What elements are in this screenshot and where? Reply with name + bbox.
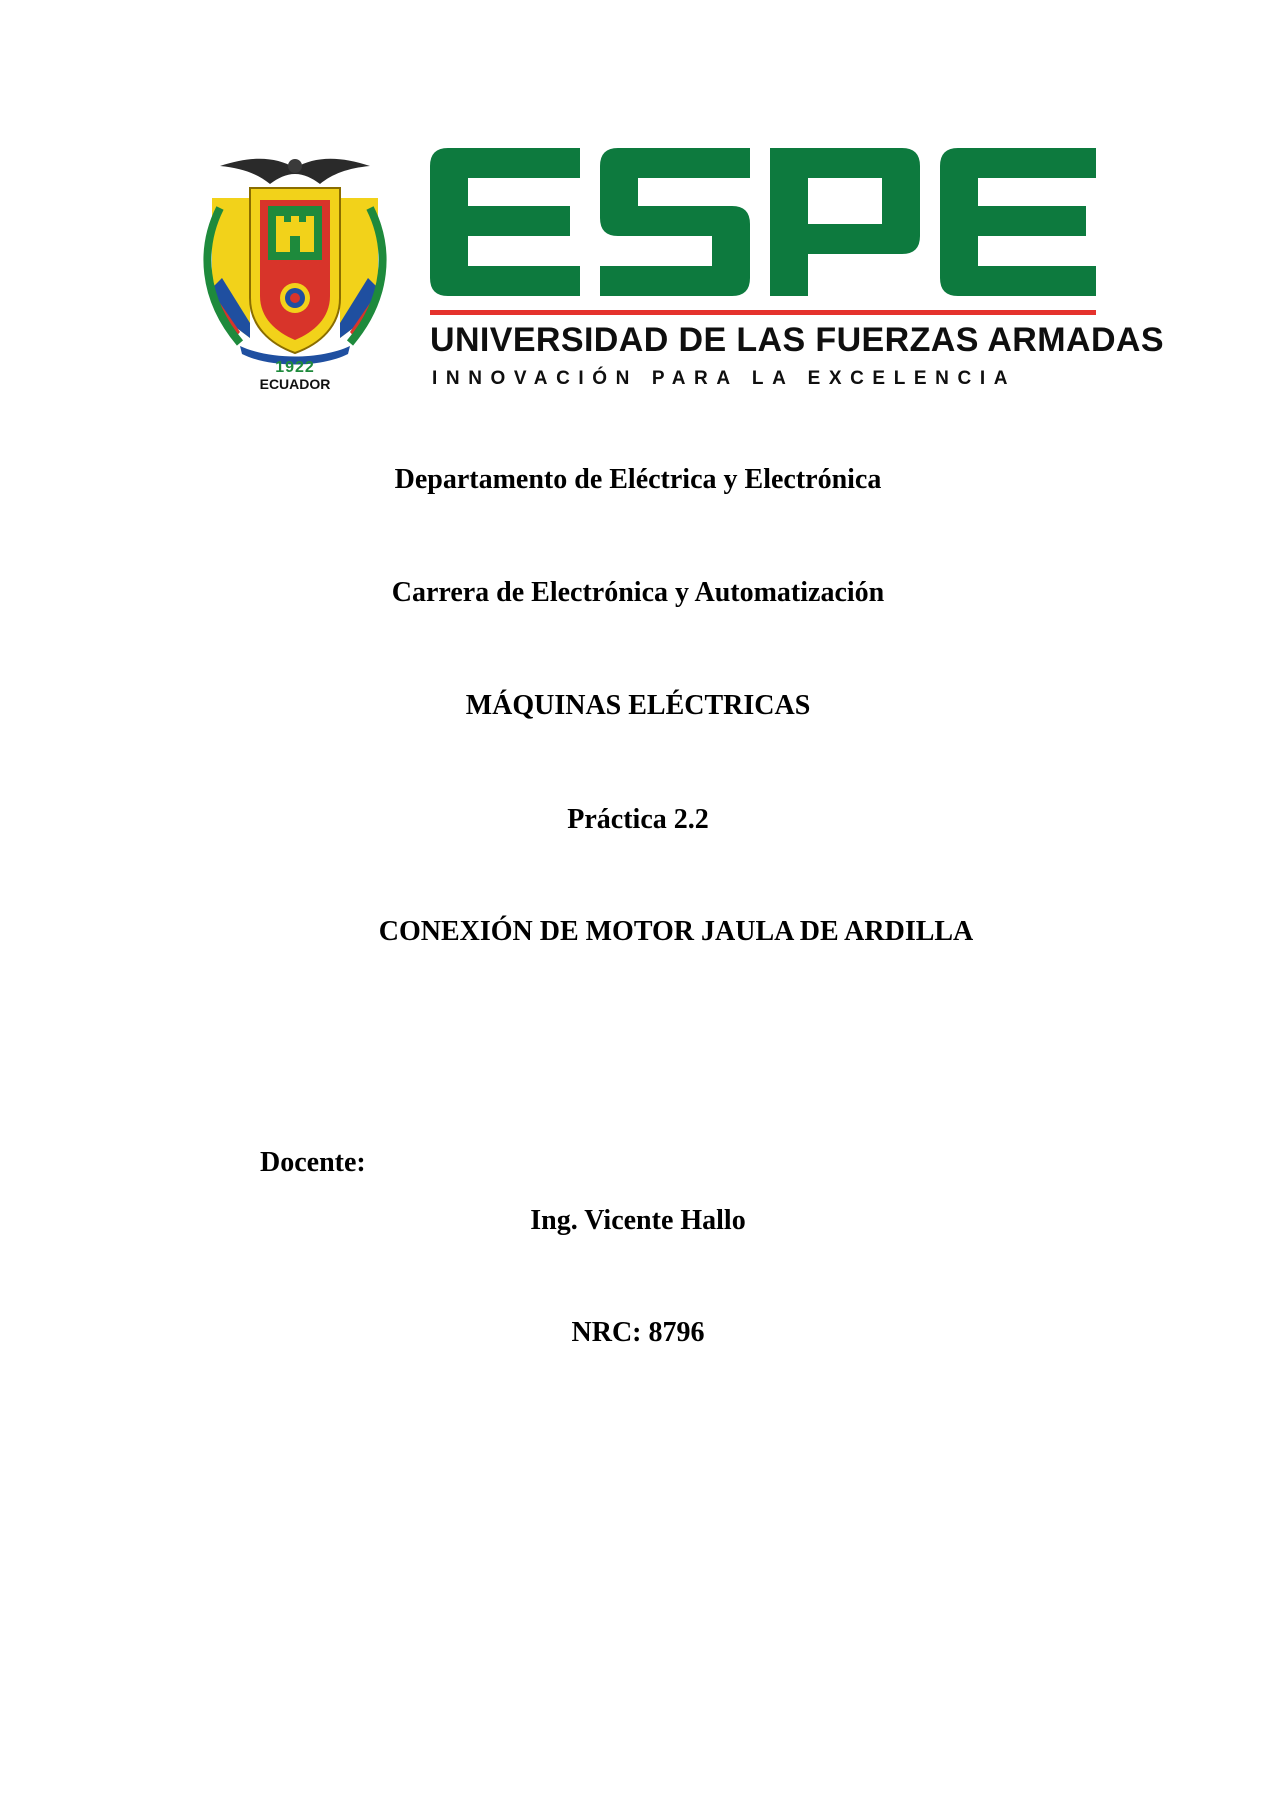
- espe-wordmark: [430, 148, 1100, 298]
- teacher-name: Ing. Vicente Hallo: [530, 1205, 746, 1236]
- teacher-label: Docente:: [260, 1147, 366, 1178]
- nrc-code: NRC: 8796: [571, 1317, 705, 1348]
- department-title: Departamento de Eléctrica y Electrónica: [394, 464, 882, 495]
- course-title: MÁQUINAS ELÉCTRICAS: [465, 690, 811, 721]
- brand-lockup: [430, 148, 1164, 398]
- brand-rule: [430, 310, 1096, 315]
- crest-emblem: [180, 148, 410, 398]
- university-name: UNIVERSIDAD DE LAS FUERZAS ARMADAS: [430, 321, 1164, 359]
- university-slogan: INNOVACIÓN PARA LA EXCELENCIA: [432, 368, 1017, 389]
- university-logo: [180, 148, 1164, 398]
- espe-wordmark-icon: [430, 148, 1100, 298]
- crest-country: ECUADOR: [259, 376, 331, 392]
- crest-year: 1922: [275, 359, 315, 376]
- practice-topic: CONEXIÓN DE MOTOR JAULA DE ARDILLA: [378, 916, 974, 947]
- career-title: Carrera de Electrónica y Automatización: [391, 577, 885, 608]
- practice-number: Práctica 2.2: [567, 804, 709, 835]
